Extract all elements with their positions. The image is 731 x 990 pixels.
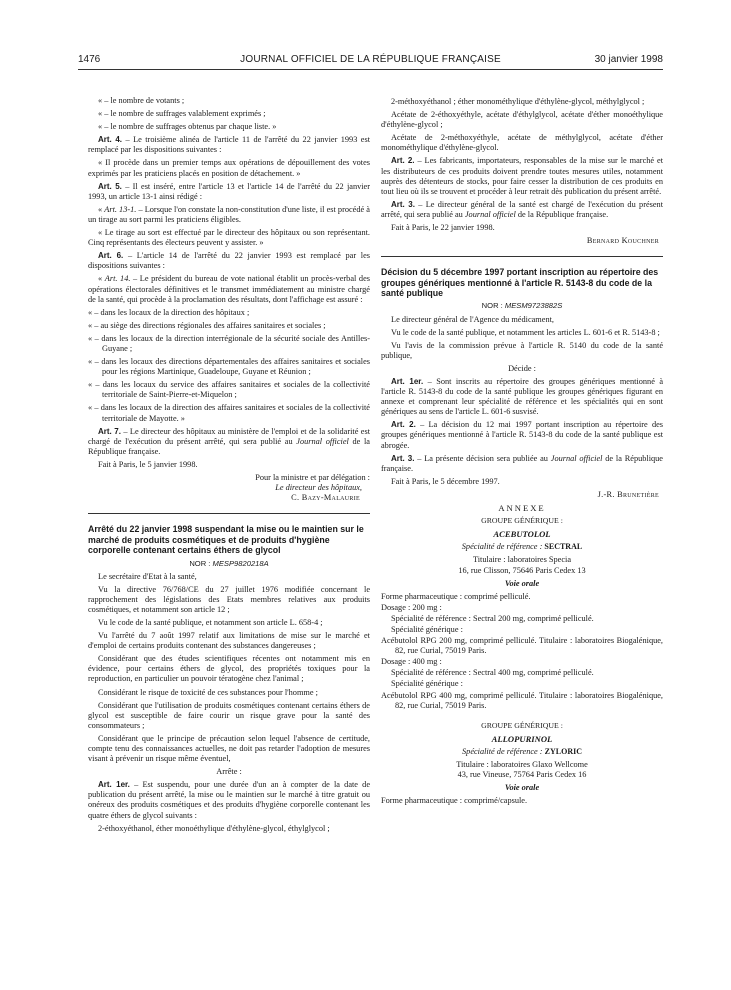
holder: Titulaire : laboratoires Glaxo Wellcome xyxy=(456,760,588,769)
preamble: Le secrétaire d'Etat à la santé, xyxy=(98,571,197,581)
generic-line: Acébutolol RPG 400 mg, comprimé pelliculé. Titulaire : laboratoires Biogalénique, 82, rue Curial, 75019 Paris. xyxy=(381,690,663,710)
signature-role: Le directeur des hôpitaux, xyxy=(275,483,362,493)
considerant: Considérant le risque de toxicité de ces substances pour l'homme ; xyxy=(98,687,318,697)
article-label: Art. 14. xyxy=(104,274,131,284)
article-text: – Le troisième alinéa de l'article 11 de l'arrêté du 22 janvier 1993 est remplacé par les dispositions suivantes : xyxy=(88,135,371,155)
signature-date: Fait à Paris, le 22 janvier 1998. xyxy=(391,223,495,233)
journal-ref: Journal officiel xyxy=(464,209,516,219)
reference-specialty xyxy=(381,747,663,757)
article-1 xyxy=(88,780,370,820)
left-column xyxy=(88,96,370,837)
list-item: « – dans les locaux de la direction interrégionale de la sécurité sociale des Antilles-Guyane ; xyxy=(88,333,370,353)
article-text: – Il est inséré, entre l'article 13 et l'article 14 de l'arrêté du 22 janvier 1993, un article 13-1 ainsi rédigé : xyxy=(88,181,371,201)
signature-line: Pour la ministre et par délégation : xyxy=(255,473,370,482)
generic-label: Spécialité générique : xyxy=(391,679,463,689)
journal-ref: Journal officiel xyxy=(550,453,603,463)
arrete-heading: Arrête : xyxy=(216,767,242,777)
nor-reference xyxy=(88,559,370,569)
article-7 xyxy=(88,427,370,457)
signature-date: Fait à Paris, le 5 décembre 1997. xyxy=(391,476,500,486)
holder: Titulaire : laboratoires Specia xyxy=(472,555,572,565)
decide-heading: Décide : xyxy=(508,363,536,373)
journal-title: JOURNAL OFFICIEL DE LA RÉPUBLIQUE FRANÇAISE xyxy=(240,54,501,65)
signature-name: Bernard Kouchner xyxy=(586,236,659,246)
annex-heading: ANNEXE xyxy=(498,503,546,514)
reference-line: Spécialité de référence : Sectral 200 mg, comprimé pelliculé. xyxy=(391,613,594,623)
article-text: – Les fabricants, importateurs, responsables de la mise sur le marché et les distributeurs de ces produits doivent prendre toutes mesures utiles, notamment auprès des détenteurs de stocks, pour faire cesser la distribution de ces produits en tout lieu où ils se trouvent et procéder à leur retrait dès publication du présent arrêté. xyxy=(381,156,663,196)
article-6 xyxy=(88,251,370,271)
page-number: 1476 xyxy=(78,54,101,65)
list-item: « – le nombre de suffrages valablement exprimés ; xyxy=(98,109,266,119)
article-label: Art. 2. xyxy=(391,420,416,430)
list-item: « – au siège des directions régionales des affaires sanitaires et sociales ; xyxy=(88,320,326,330)
quoted-paragraph: « Le tirage au sort est effectué par le directeur des hôpitaux ou son représentant. Cinq représentants des électeurs peuvent y assister. » xyxy=(88,228,370,248)
article-text: de la République française. xyxy=(515,209,609,219)
generic-label: Spécialité générique : xyxy=(391,624,463,634)
list-item: « – le nombre de votants ; xyxy=(98,96,185,105)
reference-specialty xyxy=(381,542,663,552)
holder-address: 16, rue Clisson, 75646 Paris Cedex 13 xyxy=(458,565,586,575)
article-4 xyxy=(88,135,370,155)
signature-name: J.-R. Brunetière xyxy=(597,489,659,499)
page-header xyxy=(78,52,663,70)
article-text: – La présente décision sera publiée au xyxy=(414,453,551,463)
nor-reference xyxy=(381,301,663,311)
article-2 xyxy=(381,156,663,196)
dosage: Dosage : 200 mg : xyxy=(381,602,442,612)
article-2 xyxy=(381,420,663,450)
list-item: « – dans les locaux des directions départementales des affaires sanitaires et sociales pour les régions Martinique, Guadeloupe, Guyane et Réunion ; xyxy=(88,357,370,377)
route-heading: Voie orale xyxy=(504,578,540,588)
list-item: « – dans les locaux de la direction des hôpitaux ; xyxy=(88,307,250,317)
article-14 xyxy=(88,274,370,304)
article-text: – Le directeur général de la santé est chargé de l'exécution du présent arrêté, qui sera publié au xyxy=(381,199,664,219)
reference-line: Spécialité de référence : Sectral 400 mg, comprimé pelliculé. xyxy=(391,668,594,678)
quote-mark: « xyxy=(98,204,105,214)
article-label: Art. 5. xyxy=(98,181,122,191)
article-text: – Le directeur des hôpitaux au ministère de l'emploi et de la solidarité est chargé de l'exécution du présent arrêté, qui sera publié au xyxy=(88,426,371,446)
article-text: – Le président du bureau de vote national établit un procès-verbal des opérations électorales définitives et le transmet immédiatement au ministre chargé de la santé, qui procède à la proclamation des résultats, dont l'affichage est assuré : xyxy=(88,274,370,304)
dosage: Dosage : 400 mg : xyxy=(381,657,442,667)
group-name: ALLOPURINOL xyxy=(491,733,553,744)
list-item: Acétate de 2-éthoxyéthyle, acétate d'éthylglycol, acétate d'éther monoéthylique d'éthylène-glycol ; xyxy=(381,110,663,130)
article-label: Art. 4. xyxy=(98,135,123,145)
right-column xyxy=(381,97,663,806)
article-text: de la République française. xyxy=(88,436,370,456)
group-label: GROUPE GÉNÉRIQUE : xyxy=(481,516,563,526)
visa: Vu le code de la santé publique, et notamment les articles L. 601-6 et R. 5143-8 ; xyxy=(391,327,660,337)
article-label: Art. 13-1. xyxy=(104,204,137,214)
decree-title: Arrêté du 22 janvier 1998 suspendant la mise ou le maintien sur le marché de produits cosmétiques et de produits d'hygiène corporelle contenant certains éthers de glycol xyxy=(88,524,364,556)
reference-label: Spécialité de référence : xyxy=(461,542,545,552)
article-1 xyxy=(381,377,663,417)
visa: Vu l'arrêté du 7 août 1997 relatif aux limitations de mise sur le marché et d'emploi de certains produits contenant des substances dangereuses ; xyxy=(88,631,370,651)
considerant: Considérant que des études scientifiques récentes ont notamment mis en évidence, pour certains éthers de glycol, des propriétés toxiques pour la reproduction, en particulier un pouvoir tératogène chez l'animal ; xyxy=(88,654,370,684)
decision-title: Décision du 5 décembre 1997 portant inscription au répertoire des groupes génériques mentionné à l'article R. 5143-8 du code de la santé publique xyxy=(381,267,659,299)
preamble: Le directeur général de l'Agence du médicament, xyxy=(391,314,554,324)
visa: Vu la directive 76/768/CE du 27 juillet 1976 modifiée concernant le rapprochement des législations des Etats membres relatives aux produits cosmétiques, et notamment son article 12 ; xyxy=(88,584,370,614)
issue-date: 30 janvier 1998 xyxy=(594,54,663,65)
considerant: Considérant que le principe de précaution selon lequel l'absence de certitude, compte tenu des connaissances actuelles, ne doit pas retarder l'adoption de mesures visant à prévenir un risque même éventuel, xyxy=(88,733,370,764)
visa: Vu le code de la santé publique, et notamment son article L. 658-4 ; xyxy=(98,617,323,627)
nor-label: NOR : xyxy=(189,558,213,568)
article-label: Art. 1er. xyxy=(98,780,130,790)
article-3 xyxy=(381,200,663,220)
list-item: 2-méthoxyéthanol ; éther monométhylique d'éthylène-glycol, méthylglycol ; xyxy=(391,97,645,106)
pharma-form: Forme pharmaceutique : comprimé/capsule. xyxy=(381,796,528,806)
group-label: GROUPE GÉNÉRIQUE : xyxy=(481,720,563,730)
section-divider xyxy=(381,256,663,257)
article-label: Art. 1er. xyxy=(391,377,424,386)
group-name: ACEBUTOLOL xyxy=(493,529,551,540)
article-label: Art. 7. xyxy=(98,426,121,436)
signature-date: Fait à Paris, le 5 janvier 1998. xyxy=(98,459,198,469)
article-13-1 xyxy=(88,205,370,225)
article-text: – Est suspendu, pour une durée d'un an à compter de la date de publication du présent arrêté, la mise ou le maintien sur le marché à titre gratuit ou onéreux des produits cosmétiques et des produits d'hygiène corporelle contenant les quatre éthers de glycol suivants : xyxy=(88,780,371,820)
quote-mark: « xyxy=(98,274,105,284)
article-text: de la République française. xyxy=(381,453,663,473)
article-text: – Sont inscrits au répertoire des groupes génériques mentionné à l'article R. 5143-8 du code de la santé publique les groupes génériques figurant en annexe et comprenant leur spécialité de référence et les spécialités qui en sont génériques au sens de l'article L. 601-6 susvisé. xyxy=(381,377,663,417)
article-label: Art. 2. xyxy=(391,156,415,166)
visa: Vu l'avis de la commission prévue à l'article R. 5140 du code de la santé publique, xyxy=(381,340,663,360)
article-text: – La décision du 12 mai 1997 portant inscription au répertoire des groupes génériques mentionné à l'article R. 5143-8 du code de la santé publique est abrogée. xyxy=(381,420,663,450)
generic-line: Acébutolol RPG 200 mg, comprimé pelliculé. Titulaire : laboratoires Biogalénique, 82, rue Curial, 75019 Paris. xyxy=(381,636,663,656)
reference-label: Spécialité de référence : xyxy=(462,746,545,756)
article-label: Art. 6. xyxy=(98,251,124,261)
pharma-form: Forme pharmaceutique : comprimé pelliculé. xyxy=(381,591,531,601)
article-text: – Lorsque l'on constate la non-constitution d'une liste, il est procédé à un tirage au sort parmi les praticiens éligibles. xyxy=(88,204,370,224)
journal-ref: Journal officiel xyxy=(296,436,349,446)
list-item: « – dans les locaux de la direction des affaires sanitaires et sociales de la collectivité territoriale de Mayotte. » xyxy=(88,403,370,423)
list-item: Acétate de 2-méthoxyéthyle, acétate de méthylglycol, acétate d'éther monométhylique d'éthylène-glycol. xyxy=(381,133,663,153)
header-rule xyxy=(78,69,663,70)
article-3 xyxy=(381,454,663,474)
list-item: « – dans les locaux du service des affaires sanitaires et sociales de la collectivité territoriale de Saint-Pierre-et-Miquelon ; xyxy=(88,380,370,400)
article-label: Art. 3. xyxy=(391,199,415,209)
considerant: Considérant que l'utilisation de produits cosmétiques contenant certains éthers de glycol est susceptible de faire courir un risque grave pour la santé des consommateurs ; xyxy=(88,700,370,730)
article-5 xyxy=(88,182,370,202)
nor-code: MESP9820218A xyxy=(212,558,269,568)
list-item: 2-éthoxyéthanol, éther monoéthylique d'éthylène-glycol, éthylglycol ; xyxy=(98,823,330,833)
list-item: « – le nombre de suffrages obtenus par chaque liste. » xyxy=(98,122,277,132)
holder-address: 43, rue Vineuse, 75764 Paris Cedex 16 xyxy=(457,770,587,780)
quoted-paragraph: « Il procède dans un premier temps aux opérations de dépouillement des votes exprimés par les praticiens placés en position de détachement. » xyxy=(88,158,370,178)
signature-name: C. Bazy-Malaurie xyxy=(291,493,360,503)
nor-code: MESM9723882S xyxy=(504,301,563,311)
reference-name: SECTRAL xyxy=(544,542,583,552)
article-text: – L'article 14 de l'arrêté du 22 janvier 1993 est remplacé par les dispositions suivantes : xyxy=(88,251,371,271)
article-label: Art. 3. xyxy=(391,453,415,463)
nor-label: NOR : xyxy=(481,301,505,311)
reference-name: ZYLORIC xyxy=(544,746,582,756)
section-divider xyxy=(88,513,370,514)
route-heading: Voie orale xyxy=(504,783,540,793)
